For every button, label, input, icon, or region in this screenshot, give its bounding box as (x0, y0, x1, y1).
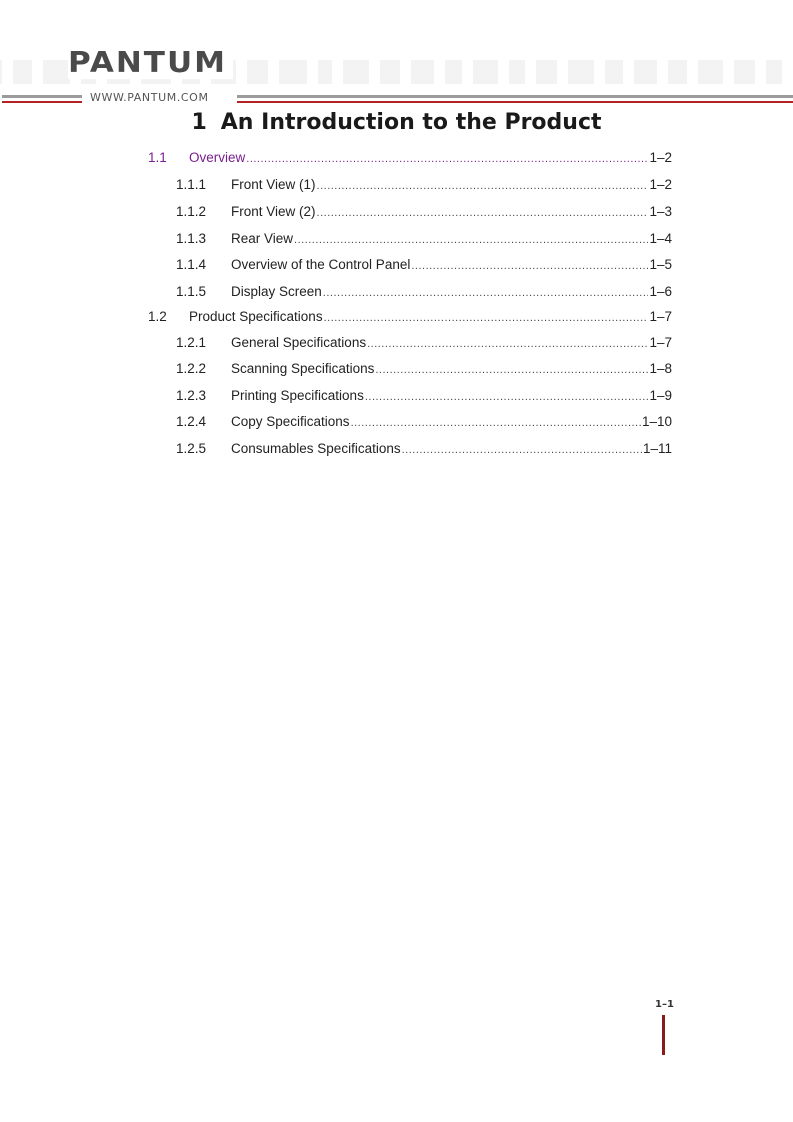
toc-entry-title[interactable]: Rear View (231, 231, 294, 246)
toc-entry-page[interactable]: 1–7 (649, 335, 672, 350)
toc-dot-leader (375, 360, 648, 379)
toc-entry-number: 1.1.3 (176, 231, 207, 246)
toc-entry-number: 1.2.4 (176, 414, 207, 429)
toc-entry-title[interactable]: Front View (1) (231, 177, 316, 192)
toc-entry-page[interactable]: 1–10 (641, 414, 672, 429)
header-rule-red-right (237, 101, 793, 103)
toc-entry-page[interactable]: 1–11 (642, 441, 672, 456)
toc-entry-title[interactable]: Product Specifications (189, 309, 323, 324)
toc-dot-leader (351, 413, 641, 432)
toc-entry-page[interactable]: 1–6 (649, 284, 672, 299)
toc-entry-number: 1.2.2 (176, 361, 207, 376)
header-rule-gray-right (237, 95, 793, 98)
toc-entry-number: 1.1.5 (176, 284, 207, 299)
toc-entry-title[interactable]: Scanning Specifications (231, 361, 375, 376)
toc-entry[interactable] (176, 387, 672, 406)
toc-entry-page[interactable]: 1–8 (649, 361, 672, 376)
toc-entry-number: 1.1 (148, 150, 167, 165)
toc-entry-title[interactable]: Consumables Specifications (231, 441, 401, 456)
toc-dot-leader (367, 334, 648, 353)
toc-entry-number: 1.2.1 (176, 335, 207, 350)
toc-entry-page[interactable]: 1–3 (649, 204, 672, 219)
toc-entry[interactable] (176, 440, 672, 459)
toc-entry-number: 1.2 (148, 309, 167, 324)
toc-entry-page[interactable]: 1–7 (649, 309, 672, 324)
pantum-logo: PANTUM (68, 46, 233, 79)
toc-dot-leader (323, 283, 649, 302)
toc-entry[interactable] (176, 230, 672, 249)
website-url[interactable]: WWW.PANTUM.COM (90, 91, 209, 104)
toc-entry-title[interactable]: Overview of the Control Panel (231, 257, 411, 272)
toc-entry-page[interactable]: 1–2 (649, 150, 672, 165)
toc-entry[interactable] (148, 149, 672, 168)
toc-entry-page[interactable]: 1–5 (649, 257, 672, 272)
toc-entry[interactable] (176, 256, 672, 275)
toc-entry-page[interactable]: 1–9 (649, 388, 672, 403)
toc-dot-leader (317, 203, 649, 222)
toc-entry[interactable] (148, 308, 672, 327)
toc-entry-page[interactable]: 1–2 (649, 177, 672, 192)
toc-entry[interactable] (176, 176, 672, 195)
toc-entry-page[interactable]: 1–4 (649, 231, 672, 246)
toc-dot-leader (402, 440, 642, 459)
toc-dot-leader (365, 387, 649, 406)
chapter-number: 1 (191, 110, 207, 135)
toc-entry-title[interactable]: General Specifications (231, 335, 367, 350)
toc-entry-title[interactable]: Display Screen (231, 284, 322, 299)
header-rule-red-left (2, 101, 82, 103)
toc-entry-title[interactable]: Front View (2) (231, 204, 316, 219)
toc-entry[interactable] (176, 413, 672, 432)
toc-entry-title[interactable]: Copy Specifications (231, 414, 350, 429)
chapter-title (0, 108, 793, 138)
toc-entry-title[interactable]: Printing Specifications (231, 388, 364, 403)
page-number: 1–1 (655, 999, 674, 1010)
toc-dot-leader (317, 176, 649, 195)
toc-entry-title[interactable]: Overview (189, 150, 246, 165)
toc-dot-leader (411, 256, 648, 275)
toc-entry-number: 1.1.2 (176, 204, 207, 219)
toc-entry[interactable] (176, 334, 672, 353)
header-rule-gray-left (2, 95, 82, 98)
chapter-title-text: An Introduction to the Product (220, 110, 602, 135)
toc-entry[interactable] (176, 283, 672, 302)
toc-entry[interactable] (176, 360, 672, 379)
toc-dot-leader (324, 308, 649, 327)
page-number-bar (662, 1015, 665, 1055)
toc-entry-number: 1.2.3 (176, 388, 207, 403)
toc-entry[interactable] (176, 203, 672, 222)
toc-entry-number: 1.2.5 (176, 441, 207, 456)
page-header (0, 0, 793, 112)
toc-entry-number: 1.1.1 (176, 177, 207, 192)
toc-entry-number: 1.1.4 (176, 257, 207, 272)
toc-dot-leader (246, 149, 648, 168)
toc-dot-leader (294, 230, 648, 249)
